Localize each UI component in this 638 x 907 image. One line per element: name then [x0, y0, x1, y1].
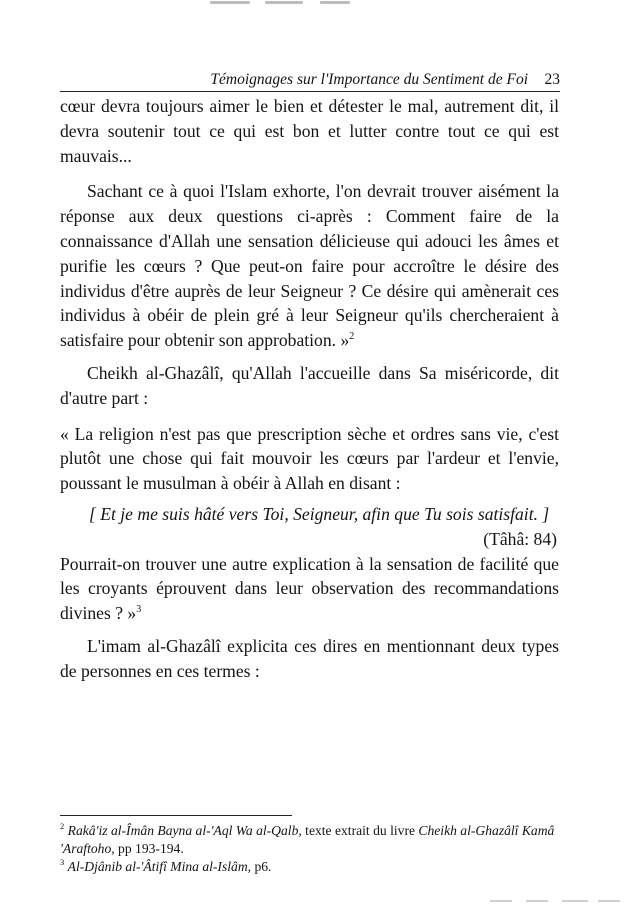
- paragraph-6: L'imam al-Ghazâlî explicita ces dires en mentionnant deux types de personnes en ces termes :: [60, 635, 559, 681]
- footnote-pages: p6.: [251, 859, 272, 875]
- scan-artifact-bottom: [490, 898, 620, 904]
- footnote-3: [60, 858, 559, 876]
- footnote-number: 2: [60, 821, 65, 831]
- header-rule: [60, 91, 560, 92]
- paragraph-2: [60, 179, 559, 353]
- running-header: [60, 66, 560, 92]
- footnote-ref-2: 2: [349, 331, 355, 343]
- footnote-separator: [60, 815, 292, 816]
- paragraph-5-text: Pourrait-on trouver une autre explication à la sensation de facilité que les croyants éprouvent dans leur observation des recommandations divines ? »: [60, 553, 559, 624]
- footnote-pages: pp 193-194.: [114, 841, 184, 857]
- footnote-2: [60, 822, 559, 858]
- paragraph-2-text: Sachant ce à quoi l'Islam exhorte, l'on devrait trouver aisément la réponse aux deux questions ci-après : Comment faire de la connaissance d'Allah une sensation délicieuse qui adouci les âmes et purifie les cœurs ? Que peut-on faire pour accroître le désire des individus d'être auprès de leur Seigneur ? Ce désire qui amènerait ces individus à obéir de plein gré à leur Seigneur qu'ils chercheraient à satisfaire pour obtenir son approbation. »: [60, 181, 559, 351]
- paragraph-4: « La religion n'est pas que prescription sèche et ordres sans vie, c'est plutôt une chose qui fait mouvoir les cœurs par l'ardeur et l'envie, poussant le musulman à obéir à Allah en disant :: [60, 423, 559, 494]
- footnote-source-title: Al-Djânib al-'Âtifî Mina al-Islâm,: [67, 859, 252, 875]
- footnote-number: 3: [60, 857, 65, 868]
- paragraph-1: cœur devra toujours aimer le bien et détester le mal, autrement dit, il devra soutenir tout ce qui est bon et lutter contre tout ce qui est mauvais...: [60, 96, 559, 166]
- footnotes: [60, 822, 559, 877]
- scan-artifact-top: [210, 0, 380, 6]
- footnote-text: texte extrait du livre: [301, 823, 419, 838]
- quote-reference: (Tâhâ: 84): [483, 528, 557, 549]
- header-title: Témoignages sur l'Importance du Sentiment de Foi: [210, 71, 528, 88]
- paragraph-3: Cheikh al-Ghazâlî, qu'Allah l'accueille dans Sa miséricorde, dit d'autre part :: [60, 362, 559, 408]
- footnote-source-title: Rakâ'iz al-Îmân Bayna al-'Aql Wa al-Qalb,: [67, 823, 302, 838]
- footnote-book-title: Cheikh al-Ghazâlî Kamâ 'Araftoho,: [60, 823, 555, 857]
- quran-quote: [ Et je me suis hâté vers Toi, Seigneur, afin que Tu sois satisfait. ]: [89, 503, 550, 524]
- paragraph-5: [60, 552, 559, 626]
- page-body: [60, 94, 559, 684]
- footnote-ref-3: 3: [136, 604, 142, 616]
- page-number: 23: [544, 71, 560, 88]
